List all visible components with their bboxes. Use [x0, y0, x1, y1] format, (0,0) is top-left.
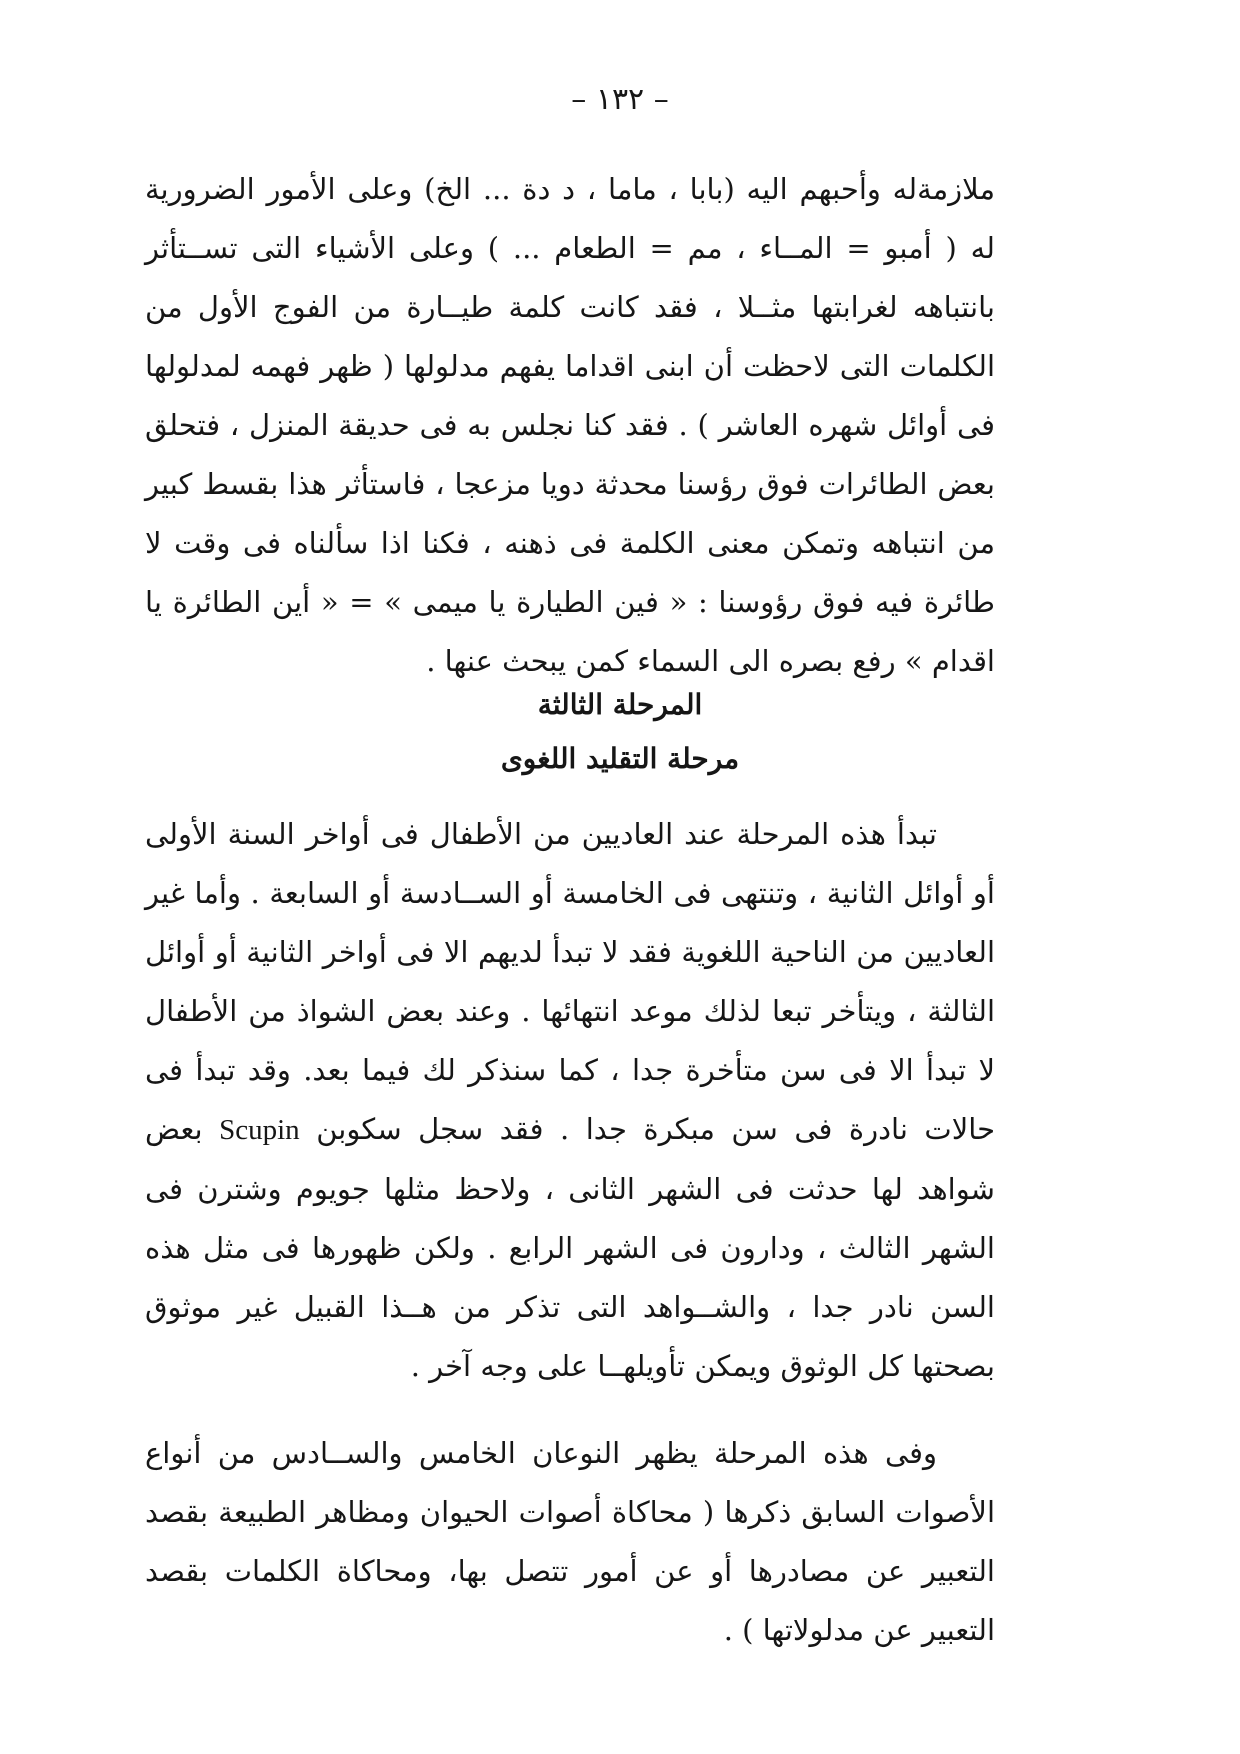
stage-heading: المرحلة الثالثة: [537, 688, 703, 721]
page-number: – ١٣٢ –: [571, 82, 669, 117]
paragraph-middle: [145, 805, 995, 1396]
stage-title: مرحلة التقليد اللغوى: [500, 742, 740, 775]
paragraph-middle-before: تبدأ هذه المرحلة عند العاديين من الأطفال فى أواخر السنة الأولى أو أوائل الثانية ، وتنتهى فى الخامسة أو الســادسة أو السابعة . وأما غير العاديين من الناحية اللغوية فقد لا تبدأ لديهم الا فى أواخر الثانية أو أوائل الثالثة ، ويتأخر تبعا لذلك موعد انتهائها . وعند بعض الشواذ من الأطفال لا تبدأ الا فى سن متأخرة جدا ، كما سنذكر لك فيما بعد. وقد تبدأ فى حالات نادرة فى سن مبكرة جدا . فقد سجل سكوبن: [145, 817, 996, 1146]
paragraph-middle-after: بعض شواهد لها حدثت فى الشهر الثانى ، ولاحظ مثلها جويوم وشترن فى الشهر الثالث ، ودارون فى الشهر الرابع . ولكن ظهورها فى مثل هذه السن نادر جدا ، والشــواهد التى تذكر من هــذا القبيل غير موثوق بصحتها كل الوثوق ويمكن تأويلهــا على وجه آخر .: [145, 1112, 995, 1383]
paragraph-bottom-text: وفى هذه المرحلة يظهر النوعان الخامس والســادس من أنواع الأصوات السابق ذكرها ( محاكاة أصوات الحيوان ومظاهر الطبيعة بقصد التعبير عن مصادرها أو عن أمور تتصل بها، ومحاكاة الكلمات بقصد التعبير عن مدلولاتها ) .: [145, 1436, 995, 1647]
paragraph-top-text: ملازمةله وأحبهم اليه (بابا ، ماما ، د دة ... الخ) وعلى الأمور الضرورية له ( أمبو = المــاء ، مم = الطعام ... ) وعلى الأشياء التى تســتأثر بانتباهه لغرابتها مثــلا ، فقد كانت كلمة طيــارة من الفوج الأول من الكلمات التى لاحظت أن ابنى اقداما يفهم مدلولها ( ظهر فهمه لمدلولها فى أوائل شهره العاشر ) . فقد كنا نجلس به فى حديقة المنزل ، فتحلق بعض الطائرات فوق رؤسنا محدثة دويا مزعجا ، فاستأثر هذا بقسط كبير من انتباهه وتمكن معنى الكلمة فى ذهنه ، فكنا اذا سألناه فى وقت لا طائرة فيه فوق رؤوسنا : « فين الطيارة يا ميمى » = « أين الطائرة يا اقدام » رفع بصره الى السماء كمن يبحث عنها .: [145, 172, 996, 678]
paragraph-top: [145, 160, 995, 691]
latin-name: Scupin: [219, 1114, 300, 1146]
paragraph-middle-text: [145, 805, 995, 1396]
paragraph-bottom: [145, 1424, 995, 1660]
